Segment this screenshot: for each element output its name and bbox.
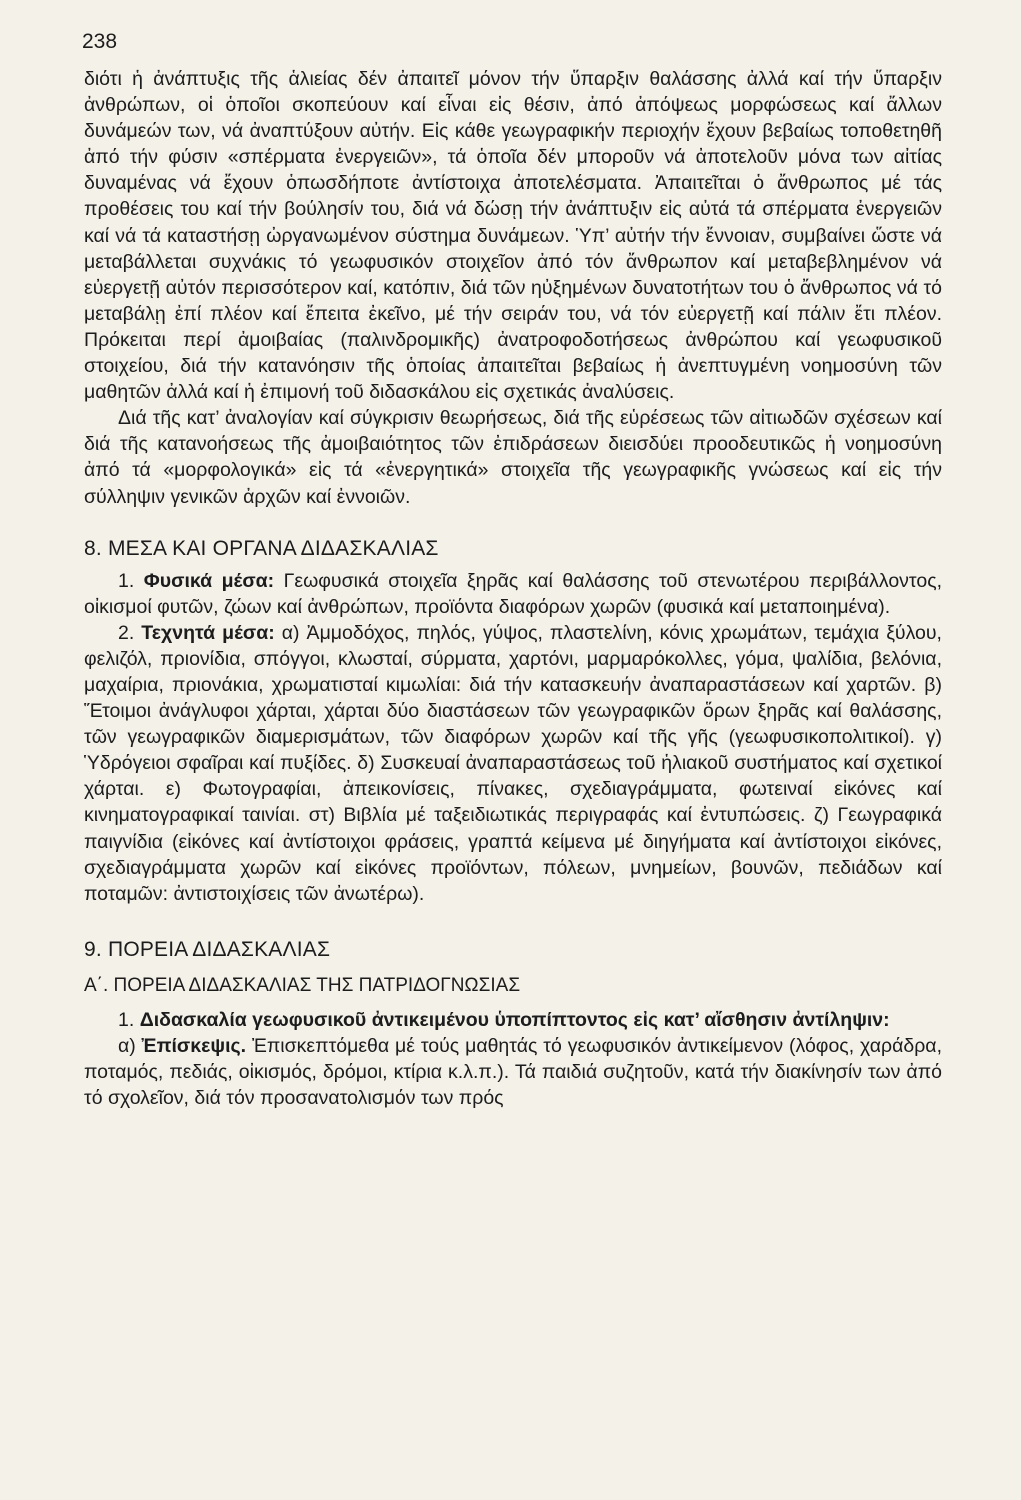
page-number: 238 (82, 30, 118, 53)
item-number: 1. (118, 1008, 140, 1031)
book-page (84, 30, 942, 1111)
body-paragraph-1: διότι ἡ ἀνάπτυξις τῆς ἁλιείας δέν ἀπαιτεῖ μόνον τήν ὕπαρξιν θαλάσσης ἀλλά καί τήν ὕπαρξιν ἀνθρώπων, οἱ ὁποῖοι σκοπεύουν καί εἶναι εἰς θέσιν, ἀπό ἀπόψεως μορφώσεως καί ἄλλων δυνάμεών των, νά ἀναπτύξουν αὐτήν. Εἰς κάθε γεωγραφικήν περιοχήν ἔχουν βεβαίως τοποθετηθῆ ἀπό τήν φύσιν «σπέρματα ἐνεργειῶν», τά ὁποῖα δέν μποροῦν νά ἀποτελοῦν μόνα των αἰτίας δυναμένας νά ἔχουν ὁπωσδήποτε ἀντίστοιχα ἀποτελέσματα. Ἀπαιτεῖται ὁ ἄνθρωπος μέ τάς προθέσεις του καί τήν βούλησίν του, διά νά δώσῃ τήν ἀνάπτυξιν εἰς αὐτά τά σπέρματα ἐνεργειῶν καί νά τά καταστήσῃ ὠργανωμένον σύστημα δυνάμεων. Ὑπ’ αὐτήν τήν ἔννοιαν, συμβαίνει ὥστε νά μεταβάλλεται συχνάκις τό γεωφυσικόν στοιχεῖον ἀπό τόν ἄνθρωπον καί μεταβεβλημένον νά εὐεργετῇ αὐτόν περισσότερον καί, κατόπιν, διά τῶν ηὐξημένων δυνατοτήτων του ὁ ἄνθρωπος νά τό μεταβάλῃ ἐπί πλέον καί ἔπειτα ἐκεῖνο, μέ τήν σειράν του, νά τόν εὐεργετῇ καί πάλιν ἔτι πλέον. Πρόκειται περί ἀμοιβαίας (παλινδρομικῆς) ἀνατροφοδοτήσεως ἀνθρώπου καί γεωφυσικοῦ στοιχείου, διά τήν κατανόησιν τῆς ὁποίας ἀπαιτεῖται βεβαίως ἡ ἀνεπτυγμένη νοημοσύνη τῶν μαθητῶν ἀλλά καί ἡ ἐπιμονή τοῦ διδασκάλου εἰς σχετικάς ἀναλύσεις. (84, 68, 942, 404)
section-9-item-a (84, 1033, 942, 1111)
section-9-subheading: Α΄. ΠΟΡΕΙΑ ΔΙΔΑΣΚΑΛΙΑΣ ΤΗΣ ΠΑΤΡΙΔΟΓΝΩΣΙΑΣ (84, 974, 521, 996)
section-9-heading: 9. ΠΟΡΕΙΑ ΔΙΔΑΣΚΑΛΙΑΣ (84, 937, 331, 961)
item-letter: α) (118, 1034, 142, 1057)
item-number: 2. (118, 621, 142, 644)
section-8-item-2 (84, 620, 942, 907)
section-8-heading: 8. ΜΕΣΑ ΚΑΙ ΟΡΓΑΝΑ ΔΙΔΑΣΚΑΛΙΑΣ (84, 536, 439, 560)
item-text: Ἐπισκεπτόμεθα μέ τούς μαθητάς τό γεωφυσικόν ἀντικείμενον (λόφος, χαράδρα, ποταμός, πεδιάς, οἰκισμός, δρόμοι, κτίρια κ.λ.π.). Τά παιδιά συζητοῦν, κατά τήν διακίνησίν των ἀπό τό σχολεῖον, διά τόν προσανατολισμόν των πρός (84, 1034, 942, 1110)
item-title: Φυσικά μέσα: (143, 569, 275, 592)
section-8-item-1 (84, 568, 942, 620)
section-9-item-1 (84, 1007, 942, 1033)
item-text: Γεωφυσικά στοιχεῖα ξηρᾶς καί θαλάσσης τοῦ στενωτέρου περιβάλλοντος, οἰκισμοί φυτῶν, ζώων καί ἀνθρώπων, προϊόντα διαφόρων χωρῶν (φυσικά καί μεταποιημένα). (84, 569, 943, 618)
item-title: Ἐπίσκεψις. (141, 1034, 247, 1057)
item-number: 1. (118, 569, 144, 592)
body-paragraph-2: Διά τῆς κατ’ ἀναλογίαν καί σύγκρισιν θεωρήσεως, διά τῆς εὑρέσεως τῶν αἰτιωδῶν σχέσεων καί διά τῆς κατανοήσεως τῆς ἀμοιβαιότητος τῶν ἐπιδράσεων διεισδύει προοδευτικῶς ἡ νοημοσύνη ἀπό τά «μορφολογικά» εἰς τά «ἐνεργητικά» στοιχεῖα τῆς γεωγραφικῆς γνώσεως καί εἰς τήν σύλληψιν γενικῶν ἀρχῶν καί ἐννοιῶν. (84, 407, 942, 508)
item-title: Τεχνητά μέσα: (141, 621, 275, 644)
item-text: α) Ἀμμοδόχος, πηλός, γύψος, πλαστελίνη, κόνις χρωμάτων, τεμάχια ξύλου, φελιζόλ, πριονίδια, σπόγγοι, κλωσταί, σύρματα, χαρτόνι, μαρμαρόκολλες, γόμα, ψαλίδια, βελόνια, μαχαίρια, πριονάκια, χρωματισταί κιμωλίαι: διά τήν κατασκευήν ἀναπαραστάσεων καί χαρτῶν. β) Ἕτοιμοι ἀνάγλυφοι χάρται, χάρται δύο διαστάσεων τῶν γεωγραφικῶν ὅρων ξηρᾶς καί θαλάσσης, τῶν γεωγραφικῶν διαμερισμάτων, τῶν διαφόρων χωρῶν καί τῆς γῆς (γεωφυσικοπολιτικοί). γ) Ὑδρόγειοι σφαῖραι καί πυξίδες. δ) Συσκευαί ἀναπαραστάσεως τοῦ ἡλιακοῦ συστήματος καί σχετικοί χάρται. ε) Φωτογραφίαι, ἀπεικονίσεις, πίνακες, σχεδιαγράμματα, φωτειναί εἰκόνες καί κινηματογραφικαί ταινίαι. στ) Βιβλία μέ ταξειδιωτικάς περιγραφάς καί ἐντυπώσεις. ζ) Γεωγραφικά παιγνίδια (εἰκόνες καί ἀντίστοιχοι φράσεις, γραπτά κείμενα μέ διηγήματα καί ἀντίστοιχοι εἰκόνες, σχεδιαγράμματα χωρῶν καί εἰκόνες προϊόντων, πόλεων, μνημείων, βουνῶν, πεδιάδων καί ποταμῶν: ἀντιστοιχίσεις τῶν ἀνωτέρω). (84, 621, 942, 905)
item-title: Διδασκαλία γεωφυσικοῦ ἀντικειμένου ὑποπίπτοντος εἰς κατ’ αἴσθησιν ἀντίληψιν: (139, 1008, 890, 1031)
